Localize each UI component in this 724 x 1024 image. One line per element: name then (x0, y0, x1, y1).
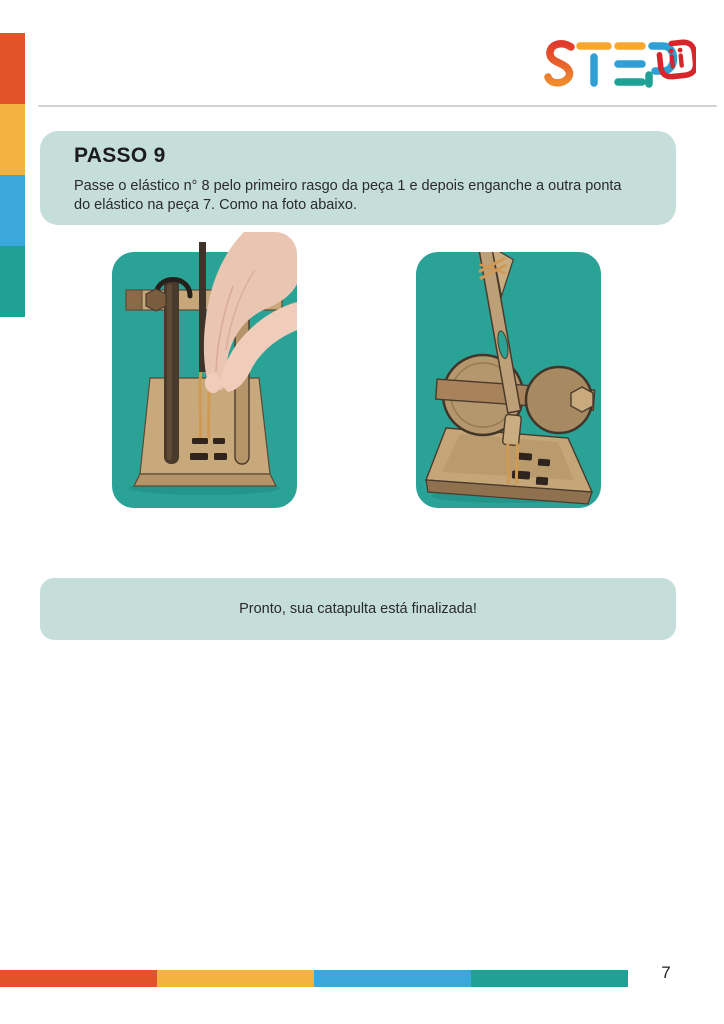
header-divider (38, 105, 717, 107)
stripe-orange (0, 33, 25, 104)
page-number: 7 (661, 963, 671, 982)
photo-finished-catapult (416, 232, 601, 508)
footer-stripe-bar (0, 970, 628, 987)
stripe-blue (0, 175, 25, 246)
step-logo (544, 36, 696, 94)
completion-message-panel (40, 578, 676, 640)
logo-letter-t (580, 46, 608, 83)
step-instruction-panel (40, 131, 676, 225)
stripe-yellow (0, 104, 25, 175)
logo-letter-e (618, 46, 642, 82)
stripe-blue (314, 970, 471, 987)
photo-hand-threading-elastic (112, 232, 297, 508)
stripe-teal (471, 970, 628, 987)
stripe-yellow (157, 970, 314, 987)
stripe-orange (0, 970, 157, 987)
completion-message-text: Pronto, sua catapulta está finalizada! (239, 601, 477, 617)
step-instruction-line-1: Passe o elástico n° 8 pelo primeiro rasgo da peça 1 e depois enganche a outra ponta (74, 178, 622, 194)
step-title: PASSO 9 (74, 144, 166, 167)
left-stripe-bar (0, 33, 25, 317)
stripe-teal (0, 246, 25, 317)
logo-letter-s (548, 44, 571, 83)
step-instruction-text (74, 177, 642, 215)
step-instruction-line-2: do elástico na peça 7. Como na foto abaixo. (74, 197, 357, 213)
